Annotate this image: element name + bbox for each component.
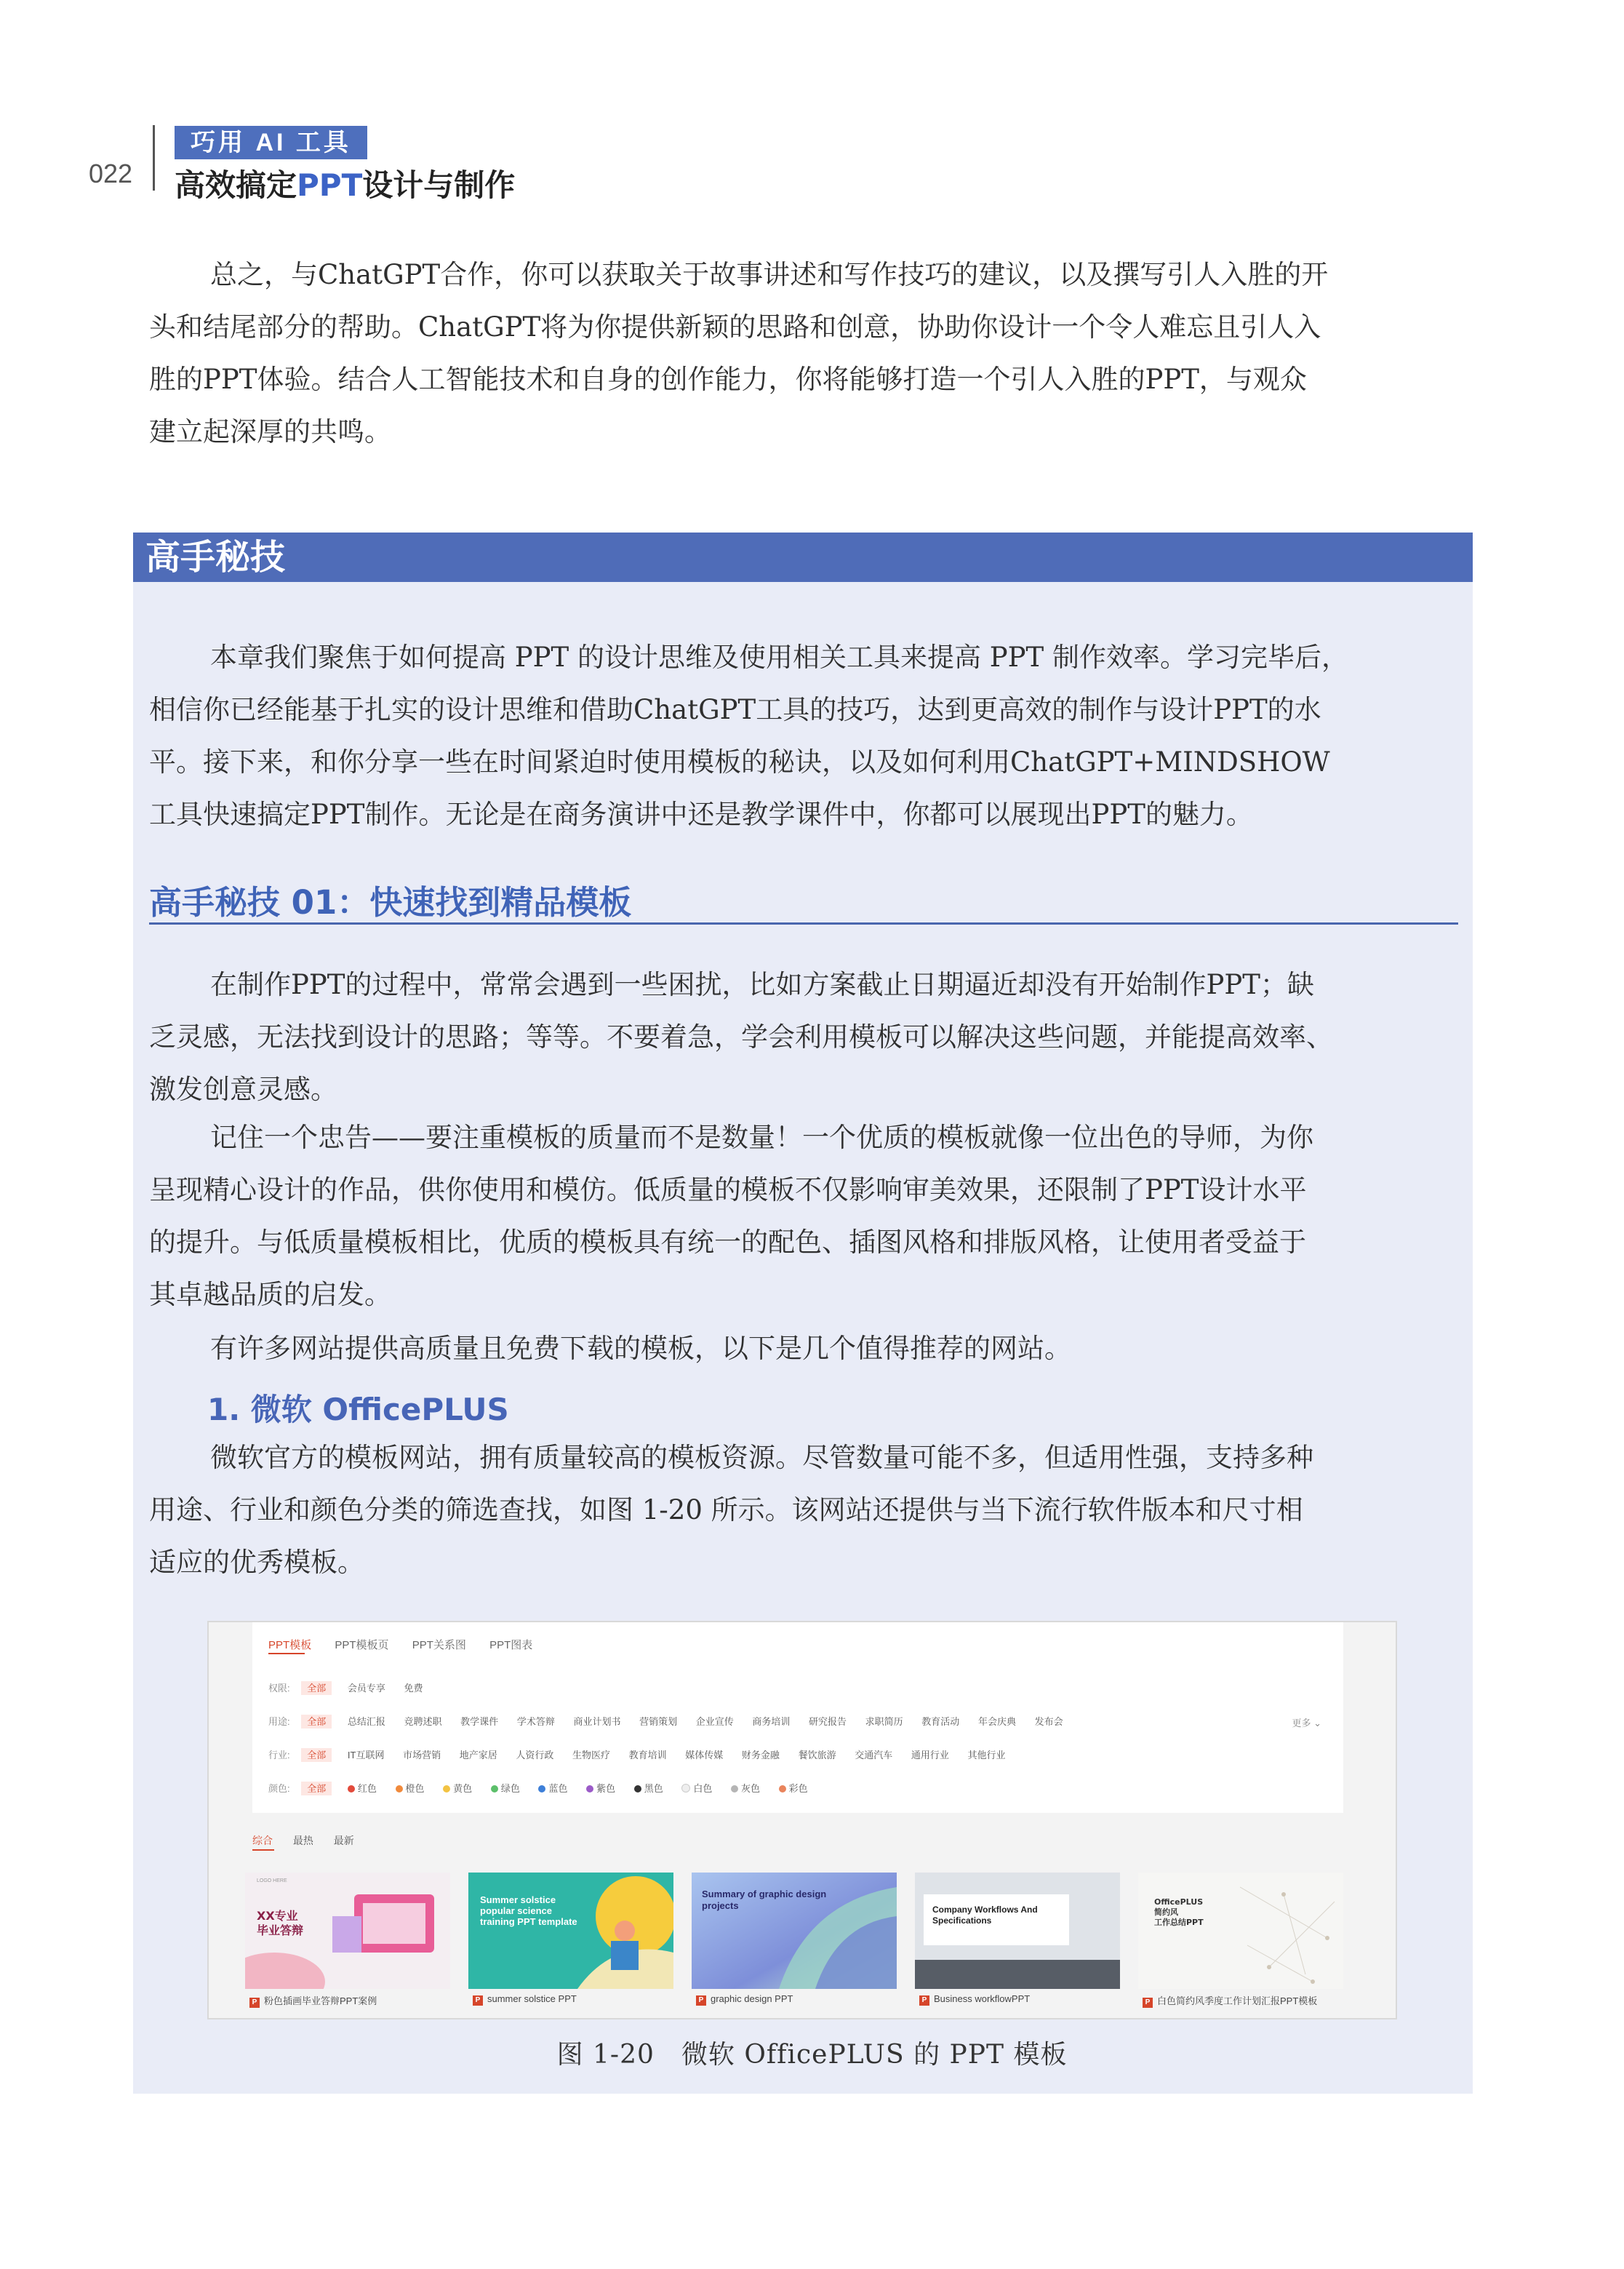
panel-intro-paragraph: [149, 631, 1458, 841]
filter-option[interactable]: 研究报告: [809, 1716, 847, 1727]
tips-panel-header: [133, 533, 1473, 582]
text-line: 建立起深厚的共鸣。: [149, 416, 391, 447]
color-option-red[interactable]: 红色: [348, 1783, 377, 1794]
subsection-title: 1. 微软 OfficePLUS: [207, 1392, 509, 1427]
template-thumbnail: [468, 1873, 673, 1989]
filter-row-industry: [268, 1747, 1022, 1761]
text-line: 本章我们聚焦于如何提高 PPT 的设计思维及使用相关工具来提高 PPT 制作效率。学习完毕后，: [210, 642, 1348, 673]
tips-panel-title: 高手秘技: [145, 537, 286, 578]
text-line: 微软官方的模板网站，拥有质量较高的模板资源。尽管数量可能不多，但适用性强，支持多种: [210, 1442, 1313, 1473]
filter-option[interactable]: 商业计划书: [573, 1716, 621, 1727]
filter-option-selected[interactable]: 全部: [301, 1681, 332, 1695]
filter-option[interactable]: 会员专享: [347, 1683, 385, 1694]
ppt-file-icon: P: [249, 1998, 260, 2008]
section-rule: [149, 922, 1458, 925]
card-title: Summary of graphic design projects: [702, 1889, 827, 1911]
filter-option-selected[interactable]: 全部: [301, 1715, 332, 1728]
filter-label: 行业:: [268, 1750, 290, 1760]
card-badge: LOGO HERE: [257, 1878, 287, 1883]
color-option-orange[interactable]: 橙色: [396, 1783, 425, 1794]
book-title-highlight: PPT: [297, 167, 363, 203]
template-card[interactable]: [692, 1873, 897, 1989]
text-line: 激发创意灵感。: [149, 1074, 337, 1105]
ppt-file-icon: P: [473, 1995, 483, 2006]
section-paragraph-1: [149, 959, 1458, 1116]
card-caption[interactable]: P 粉色插画毕业答辩PPT案例: [249, 1993, 377, 2008]
tab-ppt-chart[interactable]: PPT图表: [489, 1639, 533, 1651]
filter-option[interactable]: IT互联网: [347, 1750, 385, 1760]
officeplus-screenshot: [207, 1621, 1397, 2019]
color-option-green[interactable]: 绿色: [491, 1783, 520, 1794]
color-swatch: [443, 1785, 450, 1793]
filter-label: 颜色:: [268, 1783, 290, 1794]
filter-label: 用途:: [268, 1716, 290, 1727]
filter-option[interactable]: 竞聘述职: [404, 1716, 442, 1727]
filter-row-color: [268, 1781, 824, 1795]
card-caption[interactable]: P graphic design PPT: [696, 1993, 793, 2006]
ppt-file-icon: P: [696, 1995, 706, 2006]
card-title: Summer solstice popular science training PPT template: [480, 1894, 577, 1927]
book-title-post: 设计与制作: [362, 167, 516, 203]
filter-option-selected[interactable]: 全部: [301, 1748, 332, 1762]
active-tab-indicator: [268, 1653, 305, 1654]
card-title: OfficePLUS 简约风 工作总结PPT: [1154, 1897, 1204, 1927]
color-swatch: [681, 1784, 690, 1793]
filter-option-selected[interactable]: 全部: [301, 1782, 332, 1795]
intro-paragraph: [149, 249, 1458, 458]
template-card[interactable]: [245, 1873, 450, 1989]
section-title: 高手秘技 01：快速找到精品模板: [149, 883, 632, 922]
filter-option[interactable]: 企业宣传: [695, 1716, 734, 1727]
filter-row-usage: [268, 1714, 1079, 1728]
filter-option[interactable]: 财务金融: [741, 1750, 780, 1760]
card-title: XX专业 毕业答辩: [257, 1909, 304, 1937]
active-sort-indicator: [252, 1849, 274, 1851]
card-title: Company Workflows And Specifications: [932, 1905, 1038, 1926]
filter-option[interactable]: 年会庆典: [977, 1716, 1016, 1727]
color-option-white[interactable]: 白色: [681, 1783, 712, 1794]
template-card[interactable]: [468, 1873, 673, 1989]
filter-option[interactable]: 餐饮旅游: [798, 1750, 836, 1760]
filter-option[interactable]: 教育培训: [628, 1750, 667, 1760]
filter-option[interactable]: 地产家居: [459, 1750, 497, 1760]
color-swatch: [396, 1785, 403, 1793]
ppt-file-icon: P: [919, 1995, 929, 2006]
text-line: 在制作PPT的过程中，常常会遇到一些困扰，比如方案截止日期逼近却没有开始制作PPT；缺: [210, 969, 1314, 1000]
filter-option[interactable]: 人资行政: [516, 1750, 554, 1760]
text-line: 胜的PPT体验。结合人工智能技术和自身的创作能力，你将能够打造一个引人入胜的PPT，与观众: [149, 364, 1307, 395]
section-paragraph-2: [149, 1112, 1458, 1321]
color-swatch: [634, 1785, 641, 1793]
text-line: 相信你已经能基于扎实的设计思维和借助ChatGPT工具的技巧，达到更高效的制作与设计PPT的水: [149, 694, 1321, 725]
text-line: 头和结尾部分的帮助。ChatGPT将为你提供新颖的思路和创意，协助你设计一个令人难忘且引人入: [149, 311, 1321, 343]
filter-option[interactable]: 媒体传媒: [685, 1750, 724, 1760]
color-swatch: [491, 1785, 498, 1793]
filter-panel: [252, 1622, 1343, 1813]
color-swatch: [348, 1785, 355, 1793]
template-card[interactable]: [915, 1873, 1120, 1989]
sort-tabs: [252, 1833, 372, 1848]
figure-caption: 图 1-20 微软 OfficePLUS 的 PPT 模板: [556, 2040, 1068, 2070]
template-thumbnail: [915, 1873, 1120, 1989]
book-title-pre: 高效搞定: [175, 167, 297, 203]
color-option-yellow[interactable]: 黄色: [443, 1783, 472, 1794]
filter-option[interactable]: 教学课件: [460, 1716, 499, 1727]
color-option-black[interactable]: 黑色: [634, 1783, 663, 1794]
card-caption[interactable]: P summer solstice PPT: [473, 1993, 577, 2006]
tab-ppt-diagram[interactable]: PPT关系图: [412, 1639, 466, 1651]
filter-option[interactable]: 教育活动: [921, 1716, 960, 1727]
filter-option[interactable]: 生物医疗: [572, 1750, 611, 1760]
text-line: 总之，与ChatGPT合作，你可以获取关于故事讲述和写作技巧的建议，以及撰写引人入胜的开: [210, 259, 1329, 290]
card-caption[interactable]: P 白色简约风季度工作计划汇报PPT模板: [1143, 1993, 1317, 2008]
filter-option[interactable]: 商务培训: [752, 1716, 791, 1727]
header-divider: [153, 125, 155, 191]
template-card[interactable]: [1138, 1873, 1343, 1989]
text-line: 适应的优秀模板。: [149, 1547, 364, 1578]
text-line: 其卓越品质的启发。: [149, 1279, 391, 1310]
color-swatch: [538, 1785, 545, 1793]
text-line: 记住一个忠告——要注重模板的质量而不是数量！一个优质的模板就像一位出色的导师，为你: [210, 1122, 1313, 1153]
filter-row-permission: [268, 1680, 439, 1694]
page-number: 022: [89, 159, 133, 188]
filter-label: 权限:: [268, 1683, 290, 1694]
color-swatch: [731, 1785, 738, 1793]
color-option-gray[interactable]: 灰色: [731, 1783, 760, 1794]
text-line: 的提升。与低质量模板相比，优质的模板具有统一的配色、插图风格和排版风格，让使用者受益于: [149, 1227, 1306, 1258]
filter-option[interactable]: 求职简历: [865, 1716, 903, 1727]
filter-option[interactable]: 学术答辩: [516, 1716, 555, 1727]
text-line: 乏灵感，无法找到设计的思路；等等。不要着急，学会利用模板可以解决这些问题，并能提高效率、: [149, 1021, 1333, 1053]
ppt-file-icon: P: [1143, 1998, 1153, 2008]
filter-option[interactable]: 营销策划: [639, 1716, 678, 1727]
template-thumbnail: [1138, 1873, 1343, 1989]
tab-ppt-template-page[interactable]: PPT模板页: [335, 1639, 389, 1651]
sort-tab-newest[interactable]: 最新: [333, 1835, 354, 1846]
tab-ppt-template[interactable]: PPT模板: [268, 1639, 312, 1651]
color-swatch: [779, 1785, 786, 1793]
text-line: 平。接下来，和你分享一些在时间紧迫时使用模板的秘诀，以及如何利用ChatGPT+MINDSHOW: [149, 746, 1330, 778]
section-paragraph-3: [149, 1323, 1458, 1375]
more-filters-link[interactable]: 更多 ⌄: [1292, 1718, 1321, 1728]
filter-option[interactable]: 总结汇报: [347, 1716, 385, 1727]
sort-tab-hottest[interactable]: 最热: [292, 1835, 313, 1846]
color-option-multicolor[interactable]: 彩色: [779, 1783, 808, 1794]
subsection-paragraph: [149, 1432, 1458, 1589]
color-option-blue[interactable]: 蓝色: [538, 1783, 567, 1794]
text-line: 有许多网站提供高质量且免费下载的模板，以下是几个值得推荐的网站。: [210, 1333, 1071, 1364]
filter-option[interactable]: 免费: [404, 1683, 423, 1694]
book-title: [175, 161, 515, 205]
category-tabs: [268, 1637, 553, 1652]
filter-option[interactable]: 通用行业: [911, 1750, 949, 1760]
text-line: 工具快速搞定PPT制作。无论是在商务演讲中还是教学课件中，你都可以展现出PPT的魅力。: [149, 799, 1253, 830]
sort-tab-overall[interactable]: 综合: [252, 1835, 273, 1846]
filter-option[interactable]: 其他行业: [967, 1750, 1006, 1760]
text-line: 呈现精心设计的作品，供你使用和模仿。低质量的模板不仅影响审美效果，还限制了PPT设计水平: [149, 1174, 1307, 1205]
filter-option[interactable]: 交通汽车: [855, 1750, 893, 1760]
series-badge: 巧用 AI 工具: [175, 126, 367, 159]
text-line: 用途、行业和颜色分类的筛选查找，如图 1-20 所示。该网站还提供与当下流行软件版本和尺寸相: [149, 1494, 1303, 1526]
filter-option[interactable]: 市场营销: [403, 1750, 441, 1760]
color-swatch: [586, 1785, 593, 1793]
card-caption[interactable]: P Business workflowPPT: [919, 1993, 1030, 2006]
color-option-purple[interactable]: 紫色: [586, 1783, 615, 1794]
filter-option[interactable]: 发布会: [1034, 1716, 1063, 1727]
